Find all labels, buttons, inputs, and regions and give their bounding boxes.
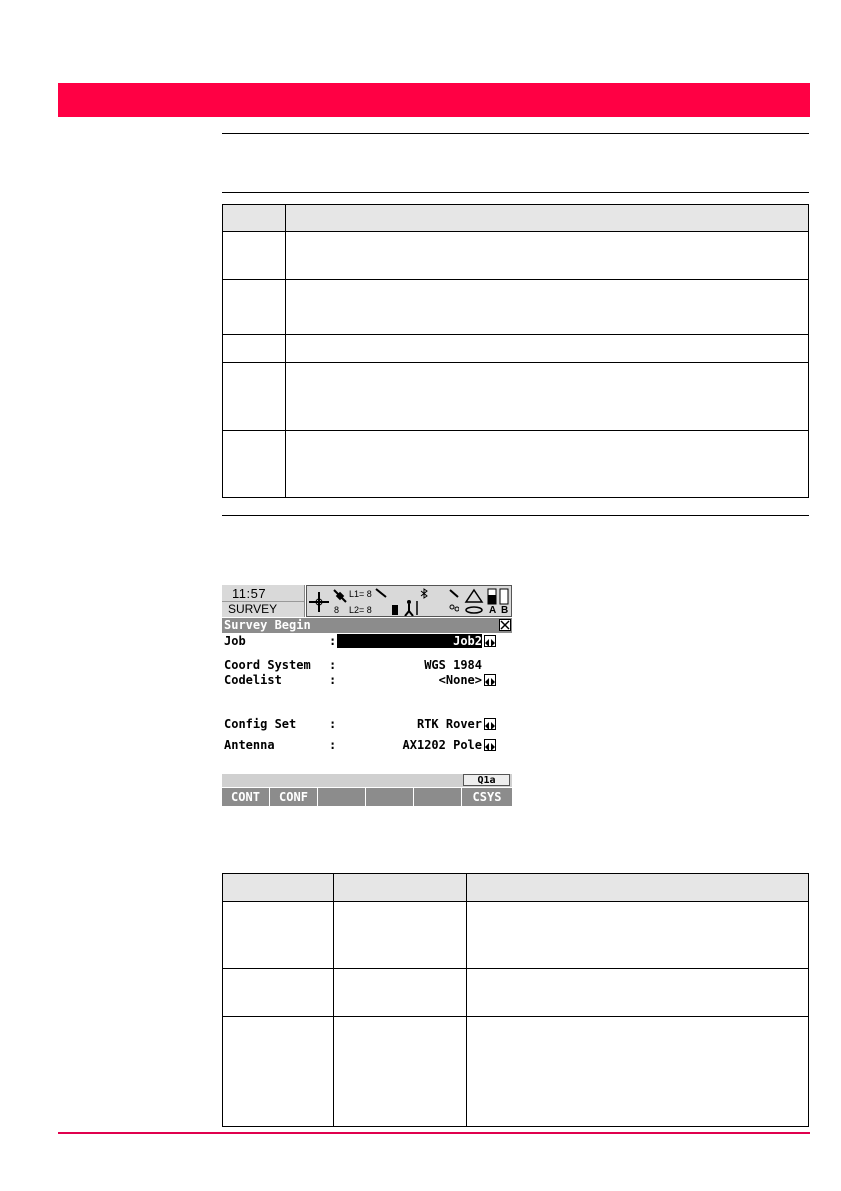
softkey-3[interactable]: [318, 788, 365, 806]
status-bar: [222, 585, 512, 618]
coord-system-field: Coord System : WGS 1984: [224, 658, 482, 672]
field-value: RTK Rover: [416, 717, 482, 731]
dropdown-arrows-icon[interactable]: [484, 635, 496, 647]
description-table: [222, 873, 809, 1127]
field-label: Job: [224, 634, 246, 648]
dialog-title: Survey Begin: [224, 618, 311, 632]
softkey-5[interactable]: [414, 788, 461, 806]
battery-b-label: B: [501, 605, 509, 616]
input-mode-indicator: Q1a: [463, 774, 510, 786]
steps-table: [222, 204, 809, 498]
field-value: AX1202 Pole: [402, 738, 482, 752]
link-icon: [449, 589, 459, 613]
l1-count: L1= 8: [349, 589, 372, 599]
field-label: Codelist: [224, 673, 282, 687]
battery-a-label: A: [489, 605, 497, 616]
cont-softkey[interactable]: CONT: [222, 788, 269, 806]
antenna-field[interactable]: Antenna : AX1202 Pole: [222, 737, 512, 753]
radio-icon: [391, 599, 421, 616]
conf-softkey[interactable]: CONF: [270, 788, 317, 806]
section-rule: [222, 192, 809, 193]
crosshair-icon: [308, 591, 330, 613]
close-icon: [500, 620, 510, 630]
job-field[interactable]: Job : Job2: [222, 633, 512, 649]
field-label: Antenna: [224, 738, 275, 752]
footer-line: [58, 1132, 810, 1134]
dropdown-arrows-icon[interactable]: [484, 739, 496, 751]
close-button[interactable]: [499, 619, 511, 631]
config-set-field[interactable]: Config Set : RTK Rover: [222, 716, 512, 732]
header-bar: [58, 83, 810, 117]
antenna-icon: [375, 588, 387, 598]
field-value: <None>: [438, 673, 482, 687]
l2-count: L2= 8: [349, 605, 372, 615]
softkey-bar: [222, 788, 512, 806]
field-label: Coord System: [224, 658, 311, 672]
mode-label: SURVEY: [228, 602, 278, 616]
dialog-title-bar: [222, 618, 512, 633]
softkey-4[interactable]: [366, 788, 413, 806]
sat-count: 8: [334, 605, 340, 615]
device-screen: [222, 585, 512, 807]
status-icons: [306, 585, 512, 617]
info-bar: [222, 774, 512, 787]
dropdown-arrows-icon[interactable]: [484, 718, 496, 730]
field-value: WGS 1984: [424, 658, 482, 672]
battery-icon: [487, 587, 511, 605]
satellite-icon: [333, 589, 347, 603]
clock: 11:57: [232, 586, 267, 601]
csys-softkey[interactable]: CSYS: [462, 788, 512, 806]
bluetooth-icon: [420, 588, 429, 599]
field-value: Job2: [453, 634, 482, 648]
section-rule: [222, 515, 809, 516]
memory-icon: [464, 588, 484, 616]
dropdown-arrows-icon[interactable]: [484, 674, 496, 686]
section-rule: [222, 133, 809, 134]
time-box: [222, 585, 305, 617]
codelist-field[interactable]: Codelist : <None>: [222, 672, 512, 688]
field-label: Config Set: [224, 717, 297, 731]
